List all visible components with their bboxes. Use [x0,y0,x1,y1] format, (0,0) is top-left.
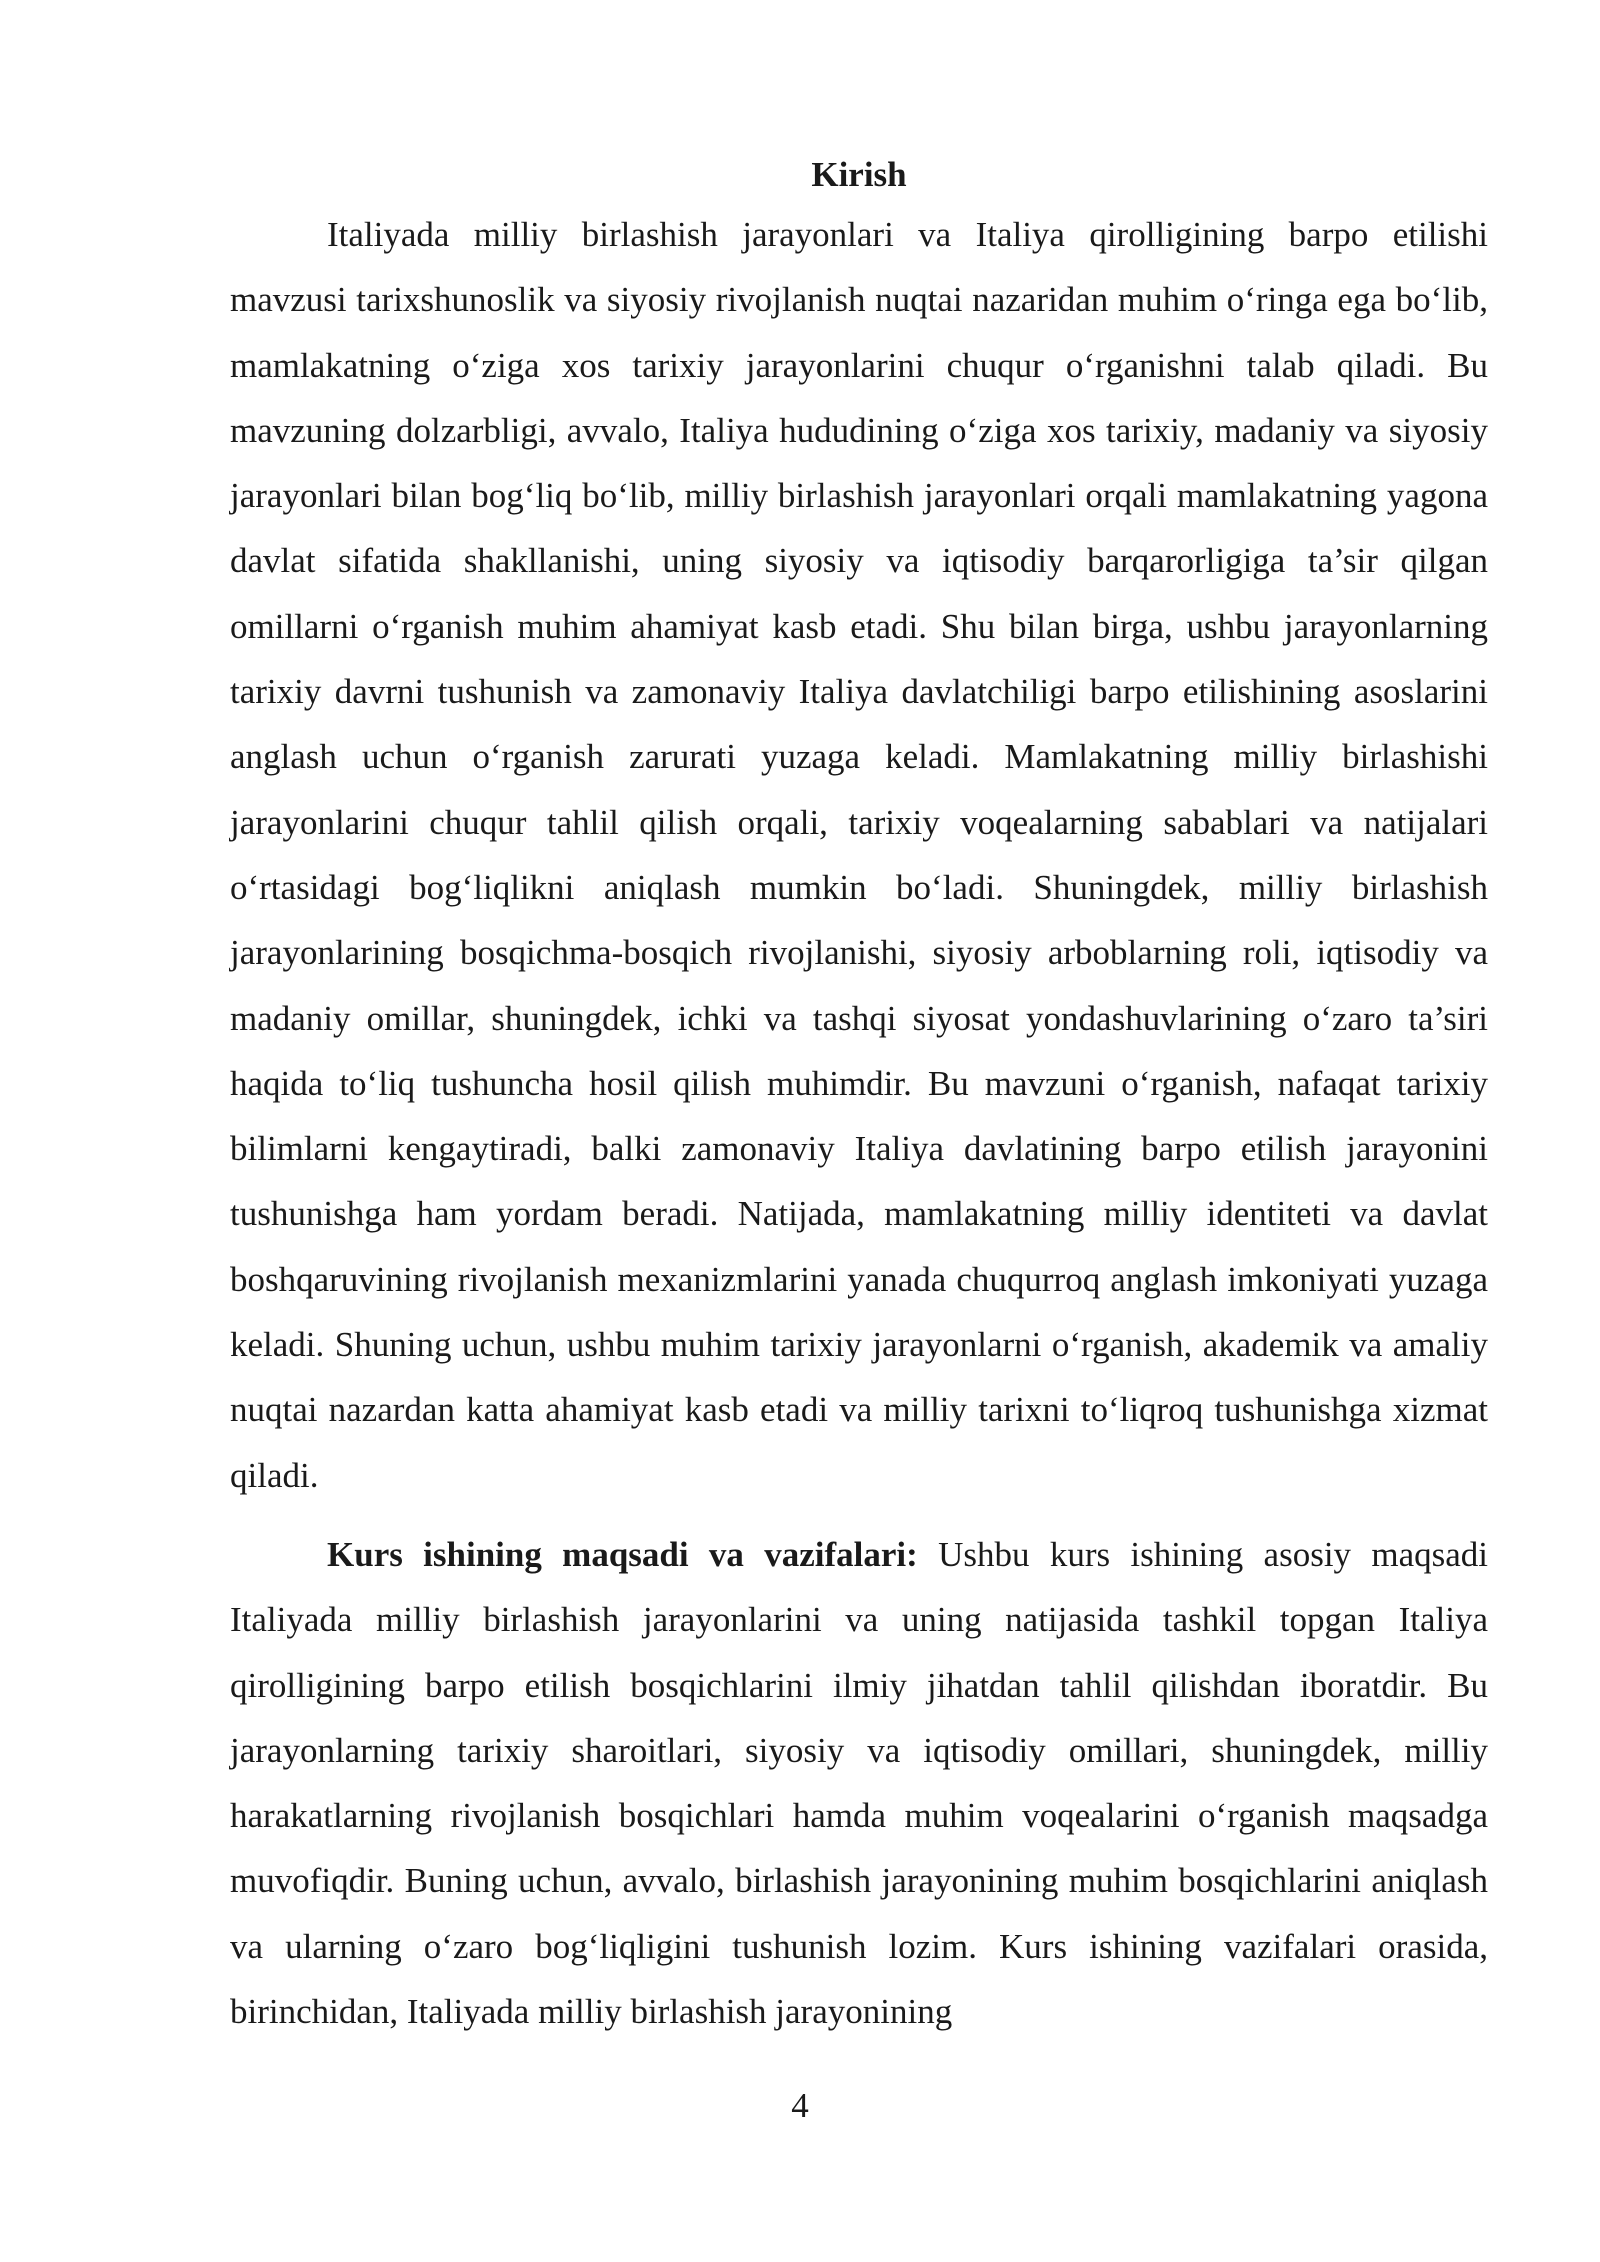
goals-paragraph [230,1522,1488,2044]
goals-label: Kurs ishining maqsadi va vazifalari: [327,1534,918,1574]
intro-paragraph: Italiyada milliy birlashish jarayonlari va Italiya qirolligining barpo etilishi mavzusi tarixshunoslik va siyosiy rivojlanish nuqtai nazaridan muhim o‘ringa ega bo‘lib, mamlakatning o‘ziga xos tarixiy jarayonlarini chuqur o‘rganishni talab qiladi. Bu mavzuning dolzarbligi, avvalo, Italiya hududining o‘ziga xos tarixiy, madaniy va siyosiy jarayonlari bilan bog‘liq bo‘lib, milliy birlashish jarayonlari orqali mamlakatning yagona davlat sifatida shakllanishi, uning siyosiy va iqtisodiy barqarorligiga ta’sir qilgan omillarni o‘rganish muhim ahamiyat kasb etadi. Shu bilan birga, ushbu jarayonlarning tarixiy davrni tushunish va zamonaviy Italiya davlatchiligi barpo etilishining asoslarini anglash uchun o‘rganish zarurati yuzaga keladi. Mamlakatning milliy birlashishi jarayonlarini chuqur tahlil qilish orqali, tarixiy voqealarning sabablari va natijalari o‘rtasidagi bog‘liqlikni aniqlash mumkin bo‘ladi. Shuningdek, milliy birlashish jarayonlarining bosqichma-bosqich rivojlanishi, siyosiy arboblarning roli, iqtisodiy va madaniy omillar, shuningdek, ichki va tashqi siyosat yondashuvlarining o‘zaro ta’siri haqida to‘liq tushuncha hosil qilish muhimdir. Bu mavzuni o‘rganish, nafaqat tarixiy bilimlarni kengaytiradi, balki zamonaviy Italiya davlatining barpo etilish jarayonini tushunishga ham yordam beradi. Natijada, mamlakatning milliy identiteti va davlat boshqaruvining rivojlanish mexanizmlarini yanada chuqurroq anglash imkoniyati yuzaga keladi. Shuning uchun, ushbu muhim tarixiy jarayonlarni o‘rganish, akademik va amaliy nuqtai nazardan katta ahamiyat kasb etadi va milliy tarixni to‘liqroq tushunishga xizmat qiladi. [230,215,1488,1495]
section-heading: Kirish [811,155,907,194]
page-number: 4 [791,2086,809,2125]
goals-text: Ushbu kurs ishining asosiy maqsadi Italiyada milliy birlashish jarayonlarini va uning natijasida tashkil topgan Italiya qirolligining barpo etilish bosqichlarini ilmiy jihatdan tahlil qilishdan iboratdir. Bu jarayonlarning tarixiy sharoitlari, siyosiy va iqtisodiy omillari, shuningdek, milliy harakatlarning rivojlanish bosqichlari hamda muhim voqealarini o‘rganish maqsadga muvofiqdir. Buning uchun, avvalo, birlashish jarayonining muhim bosqichlarini aniqlash va ularning o‘zaro bog‘liqligini tushunish lozim. Kurs ishining vazifalari orasida, birinchidan, Italiyada milliy birlashish jarayonining [230,1534,1488,2032]
page-content [230,150,1488,2044]
